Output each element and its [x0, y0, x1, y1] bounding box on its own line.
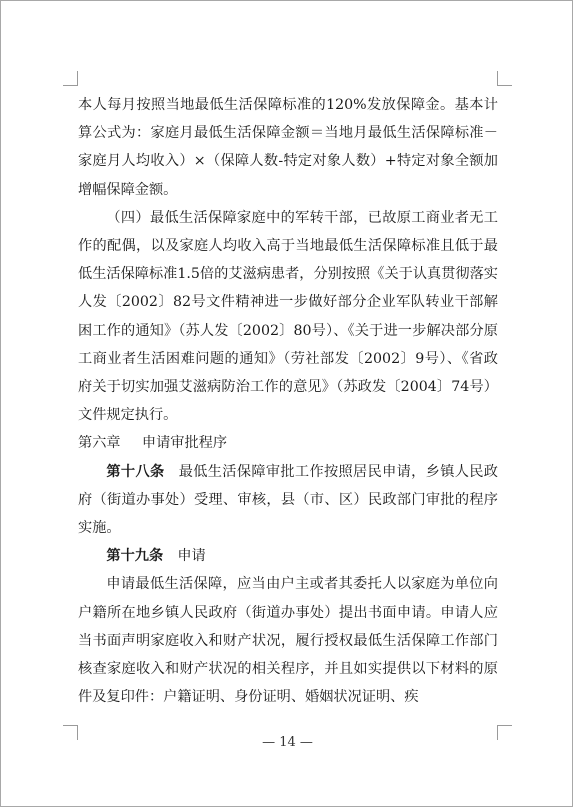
crop-mark-top-left: [63, 71, 78, 86]
page-number: — 14 —: [262, 735, 313, 750]
article-19: [78, 542, 498, 570]
paragraph-item-four: （四）最低生活保障家庭中的军转干部，已故原工商业者无工作的配偶，以及家庭人均收入高于当地最低生活保障标准且低于最低生活保障标准1.5倍的艾滋病患者，分别按照《关于认真贯彻落实人发〔2002〕82号文件精神进一步做好部分企业军队转业干部解困工作的通知》（苏人发〔2002〕80号）、《关于进一步解决部分原工商业者生活困难问题的通知》（劳社部发〔2002〕9号）、《省政府关于切实加强艾滋病防治工作的意见》（苏政发〔2004〕74号）文件规定执行。: [78, 209, 498, 424]
crop-mark-top-right: [497, 71, 512, 86]
chapter-heading: [78, 429, 498, 457]
article-19-heading: 申请: [177, 548, 206, 565]
article-18: [78, 458, 498, 543]
article-19-title: 第十九条: [106, 548, 164, 565]
body-text: [78, 91, 498, 711]
paragraph-application: 申请最低生活保障，应当由户主或者其委托人以家庭为单位向户籍所在地乡镇人民政府（街道办事处）提出书面申请。申请人应当书面声明家庭收入和财产状况，履行授权最低生活保障工作部门核查家庭收入和财产状况的相关程序，并且如实提供以下材料的原件及复印件：户籍证明、身份证明、婚姻状况证明、疾: [78, 576, 498, 706]
paragraph-formula: 本人每月按照当地最低生活保障标准的120%发放保障金。基本计算公式为：家庭月最低生活保障金额＝当地月最低生活保障标准－家庭月人均收入）×（保障人数-特定对象人数）+特定对象全额加增幅保障金额。: [78, 97, 498, 198]
chapter-title: 申请审批程序: [141, 435, 228, 452]
article-18-title: 第十八条: [106, 463, 165, 480]
article-18-text: 最低生活保障审批工作按照居民申请，乡镇人民政府（街道办事处）受理、审核，县（市、区）民政部门审批的程序实施。: [78, 463, 498, 537]
chapter-number: 第六章: [78, 435, 121, 452]
